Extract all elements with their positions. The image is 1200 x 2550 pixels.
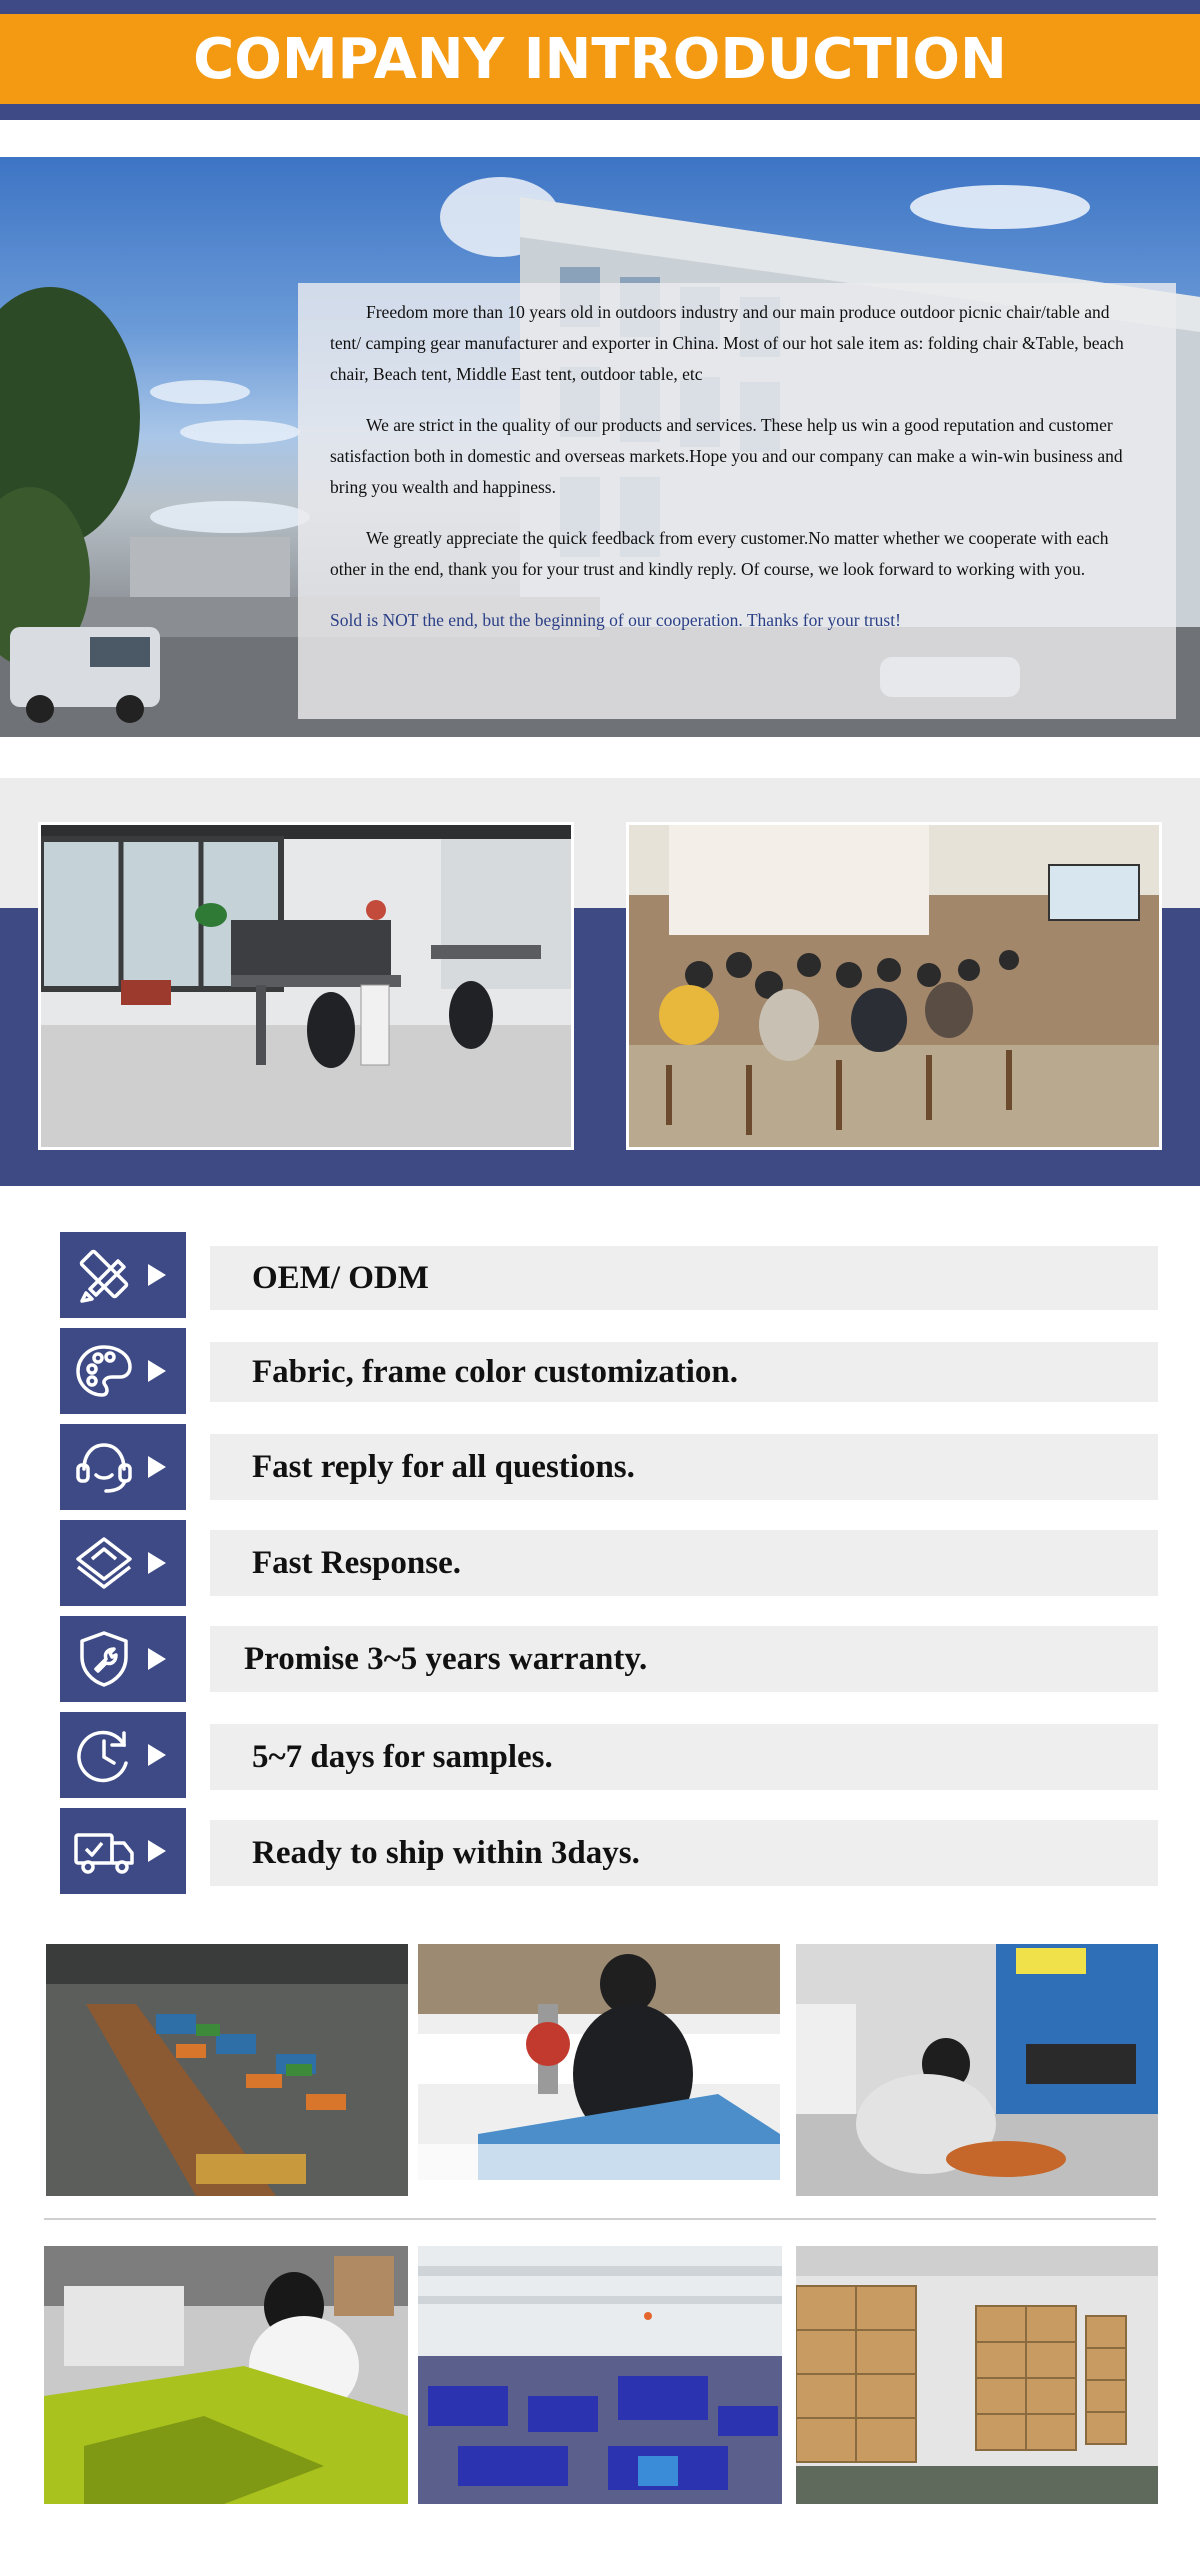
feature-label-bar bbox=[210, 1724, 1158, 1790]
production-line-illustration bbox=[46, 1944, 408, 2196]
arrow-right-icon bbox=[148, 1552, 166, 1574]
intro-text-panel bbox=[298, 283, 1176, 719]
truck-icon bbox=[72, 1819, 136, 1883]
office-illustration bbox=[41, 825, 571, 1147]
feature-icon-box bbox=[60, 1616, 186, 1702]
feature-item bbox=[60, 1616, 1158, 1702]
factory-photo-cutting bbox=[418, 1944, 780, 2180]
factory-photo-heat-press bbox=[796, 1944, 1158, 2196]
feature-item bbox=[60, 1520, 1158, 1606]
feature-list bbox=[60, 1232, 1158, 1892]
factory-photo-warehouse bbox=[796, 2246, 1158, 2504]
heat-press-illustration bbox=[796, 1944, 1158, 2196]
intro-paragraph: We greatly appreciate the quick feedback from every customer.No matter whether we cooperate with each other in the end, thank you for your trust and kindly reply. Of course, we look forward to working with you. bbox=[330, 528, 1109, 579]
feature-icon-box bbox=[60, 1232, 186, 1318]
feature-label-bar bbox=[210, 1820, 1158, 1886]
arrow-right-icon bbox=[148, 1648, 166, 1670]
factory-photo-sewing bbox=[44, 2246, 408, 2504]
arrow-right-icon bbox=[148, 1456, 166, 1478]
feature-icon-box bbox=[60, 1712, 186, 1798]
clock-icon bbox=[72, 1723, 136, 1787]
feature-item bbox=[60, 1232, 1158, 1318]
feature-label: 5~7 days for samples. bbox=[252, 1738, 553, 1775]
factory-photo-workshop bbox=[418, 2246, 782, 2504]
feature-label: Fast Response. bbox=[252, 1544, 462, 1581]
workshop-illustration bbox=[418, 2246, 782, 2504]
feature-item bbox=[60, 1808, 1158, 1894]
palette-icon bbox=[72, 1339, 136, 1403]
intro-paragraph: We are strict in the quality of our products and services. These help us win a good reputation and customer satisfaction both in domestic and overseas markets.Hope you and our company can make a win-win business and bring you wealth and happiness. bbox=[330, 415, 1123, 497]
arrow-right-icon bbox=[148, 1264, 166, 1286]
feature-label-bar bbox=[210, 1434, 1158, 1500]
pen-ruler-icon bbox=[72, 1243, 136, 1307]
feature-item bbox=[60, 1712, 1158, 1798]
feature-label-bar bbox=[210, 1342, 1158, 1402]
arrow-right-icon bbox=[148, 1360, 166, 1382]
intro-paragraph: Freedom more than 10 years old in outdoors industry and our main produce outdoor picnic chair/table and tent/ camping gear manufacturer and exporter in China. Most of our hot sale item as: folding chair &Table, beach chair, Beach tent, Middle East tent, outdoor table, etc bbox=[330, 302, 1124, 384]
feature-label: Ready to ship within 3days. bbox=[252, 1834, 640, 1871]
headset-icon bbox=[72, 1435, 136, 1499]
feature-label: Fast reply for all questions. bbox=[252, 1448, 635, 1485]
arrow-right-icon bbox=[148, 1744, 166, 1766]
arrow-right-icon bbox=[148, 1840, 166, 1862]
intro-closing: Sold is NOT the end, but the beginning of our cooperation. Thanks for your trust! bbox=[330, 610, 901, 630]
header-banner bbox=[0, 14, 1200, 104]
feature-label-bar bbox=[210, 1530, 1158, 1596]
feature-label: Promise 3~5 years warranty. bbox=[244, 1640, 648, 1677]
page-title: COMPANY INTRODUCTION bbox=[193, 26, 1007, 92]
meeting-photo bbox=[626, 822, 1162, 1150]
sewing-illustration bbox=[44, 2246, 408, 2504]
feature-icon-box bbox=[60, 1328, 186, 1414]
header-top-bar bbox=[0, 0, 1200, 14]
header-bottom-bar bbox=[0, 104, 1200, 120]
meeting-illustration bbox=[629, 825, 1159, 1147]
grid-divider bbox=[44, 2218, 1156, 2220]
factory-photo-production-line bbox=[46, 1944, 408, 2196]
shield-wrench-icon bbox=[72, 1627, 136, 1691]
office-photo bbox=[38, 822, 574, 1150]
layers-icon bbox=[72, 1531, 136, 1595]
feature-label-bar bbox=[210, 1626, 1158, 1692]
warehouse-illustration bbox=[796, 2246, 1158, 2504]
feature-label: OEM/ ODM bbox=[252, 1259, 429, 1296]
feature-icon-box bbox=[60, 1424, 186, 1510]
feature-label-bar bbox=[210, 1246, 1158, 1310]
feature-icon-box bbox=[60, 1808, 186, 1894]
feature-icon-box bbox=[60, 1520, 186, 1606]
feature-label: Fabric, frame color customization. bbox=[252, 1353, 739, 1390]
feature-item bbox=[60, 1328, 1158, 1414]
feature-item bbox=[60, 1424, 1158, 1510]
cutting-illustration bbox=[418, 1944, 780, 2180]
